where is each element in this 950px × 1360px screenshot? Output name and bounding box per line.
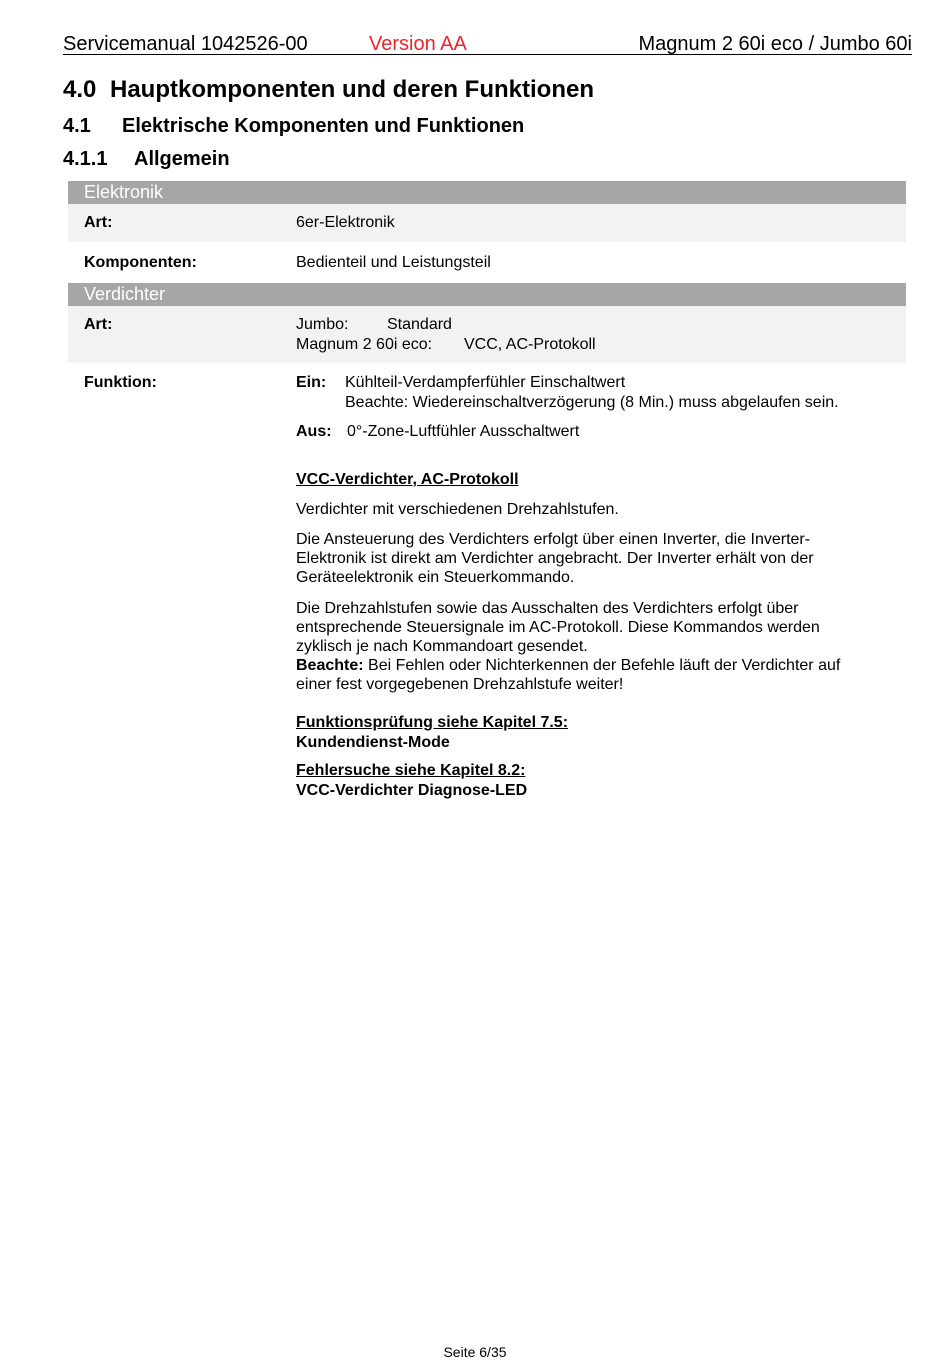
elektronik-komponenten-label: Komponenten: bbox=[84, 254, 197, 271]
beachte-label: Beachte: bbox=[296, 657, 364, 674]
heading-subsection bbox=[63, 147, 230, 171]
heading-section-text: Elektrische Komponenten und Funktionen bbox=[122, 115, 525, 137]
verdichter-art-magnum-key: Magnum 2 60i eco: bbox=[296, 336, 433, 353]
verdichter-art-jumbo-key: Jumbo: bbox=[296, 316, 349, 333]
verdichter-aus-label: Aus: bbox=[296, 423, 332, 440]
vcc-paragraph-3-line-1: Die Drehzahlstufen sowie das Ausschalten des Verdichters erfolgt über bbox=[296, 600, 799, 617]
header-manual-number: Servicemanual 1042526-00 bbox=[63, 33, 308, 55]
ref-fehlersuche-link[interactable]: Fehlersuche siehe Kapitel 8.2: bbox=[296, 762, 526, 779]
vcc-paragraph-2-line-3: Geräteelektronik ein Steuerkommando. bbox=[296, 569, 575, 586]
page-header bbox=[63, 33, 912, 55]
ref-funktionspruefung-link[interactable]: Funktionsprüfung siehe Kapitel 7.5: bbox=[296, 714, 569, 731]
vcc-paragraph-3-line-4 bbox=[296, 656, 876, 675]
ref-fehlersuche-text: VCC-Verdichter Diagnose-LED bbox=[296, 782, 528, 799]
verdichter-ein-label: Ein: bbox=[296, 374, 327, 391]
verdichter-art-line2 bbox=[296, 335, 596, 355]
heading-section-number: 4.1 bbox=[63, 115, 91, 137]
verdichter-art-line1 bbox=[296, 315, 452, 335]
elektronik-art-label: Art: bbox=[84, 214, 113, 231]
vcc-paragraph-1: Verdichter mit verschiedenen Drehzahlstufen. bbox=[296, 501, 619, 518]
row-shade-elektronik-art bbox=[68, 204, 906, 242]
header-model: Magnum 2 60i eco / Jumbo 60i bbox=[638, 33, 912, 55]
heading-main-number: 4.0 bbox=[63, 76, 97, 103]
verdichter-ein-note: Beachte: Wiedereinschaltverzögerung (8 Min.) muss abgelaufen sein. bbox=[345, 394, 839, 411]
heading-subsection-number: 4.1.1 bbox=[63, 148, 108, 170]
verdichter-funktion-label: Funktion: bbox=[84, 374, 157, 391]
elektronik-komponenten-value: Bedienteil und Leistungsteil bbox=[296, 254, 491, 271]
verdichter-aus-text: 0°-Zone-Luftfühler Ausschaltwert bbox=[347, 423, 580, 440]
vcc-paragraph-3-line-5: einer fest vorgegebenen Drehzahlstufe weiter! bbox=[296, 676, 624, 693]
heading-subsection-text: Allgemein bbox=[134, 148, 230, 170]
heading-main-text: Hauptkomponenten und deren Funktionen bbox=[110, 76, 594, 103]
verdichter-art-magnum-value: VCC, AC-Protokoll bbox=[464, 336, 596, 353]
vcc-heading: VCC-Verdichter, AC-Protokoll bbox=[296, 471, 519, 488]
vcc-paragraph-2-line-1: Die Ansteuerung des Verdichters erfolgt über einen Inverter, die Inverter- bbox=[296, 531, 811, 548]
vcc-paragraph-3-line-4-text: Bei Fehlen oder Nichterkennen der Befehle läuft der Verdichter auf bbox=[363, 657, 841, 674]
heading-main bbox=[63, 76, 594, 104]
vcc-paragraph-3-line-3: zyklisch je nach Kommandoart gesendet. bbox=[296, 638, 588, 655]
vcc-paragraph-2 bbox=[296, 530, 876, 587]
section-bar-verdichter: Verdichter bbox=[68, 283, 906, 306]
elektronik-art-value: 6er-Elektronik bbox=[296, 214, 395, 231]
verdichter-art-jumbo-value: Standard bbox=[387, 316, 452, 333]
section-bar-elektronik: Elektronik bbox=[68, 181, 906, 204]
vcc-paragraph-3 bbox=[296, 599, 876, 694]
header-version: Version AA bbox=[369, 33, 467, 55]
ref-funktionspruefung-text: Kundendienst-Mode bbox=[296, 734, 450, 751]
vcc-paragraph-3-line-2: entsprechende Steuersignale im AC-Protokoll. Diese Kommandos werden bbox=[296, 619, 820, 636]
verdichter-ein-text: Kühlteil-Verdampferfühler Einschaltwert bbox=[345, 374, 626, 391]
page-number: Seite 6/35 bbox=[443, 1344, 507, 1360]
vcc-paragraph-2-line-2: Elektronik ist direkt am Verdichter angebracht. Der Inverter erhält von der bbox=[296, 550, 814, 567]
heading-section bbox=[63, 114, 524, 138]
verdichter-art-label: Art: bbox=[84, 316, 113, 333]
